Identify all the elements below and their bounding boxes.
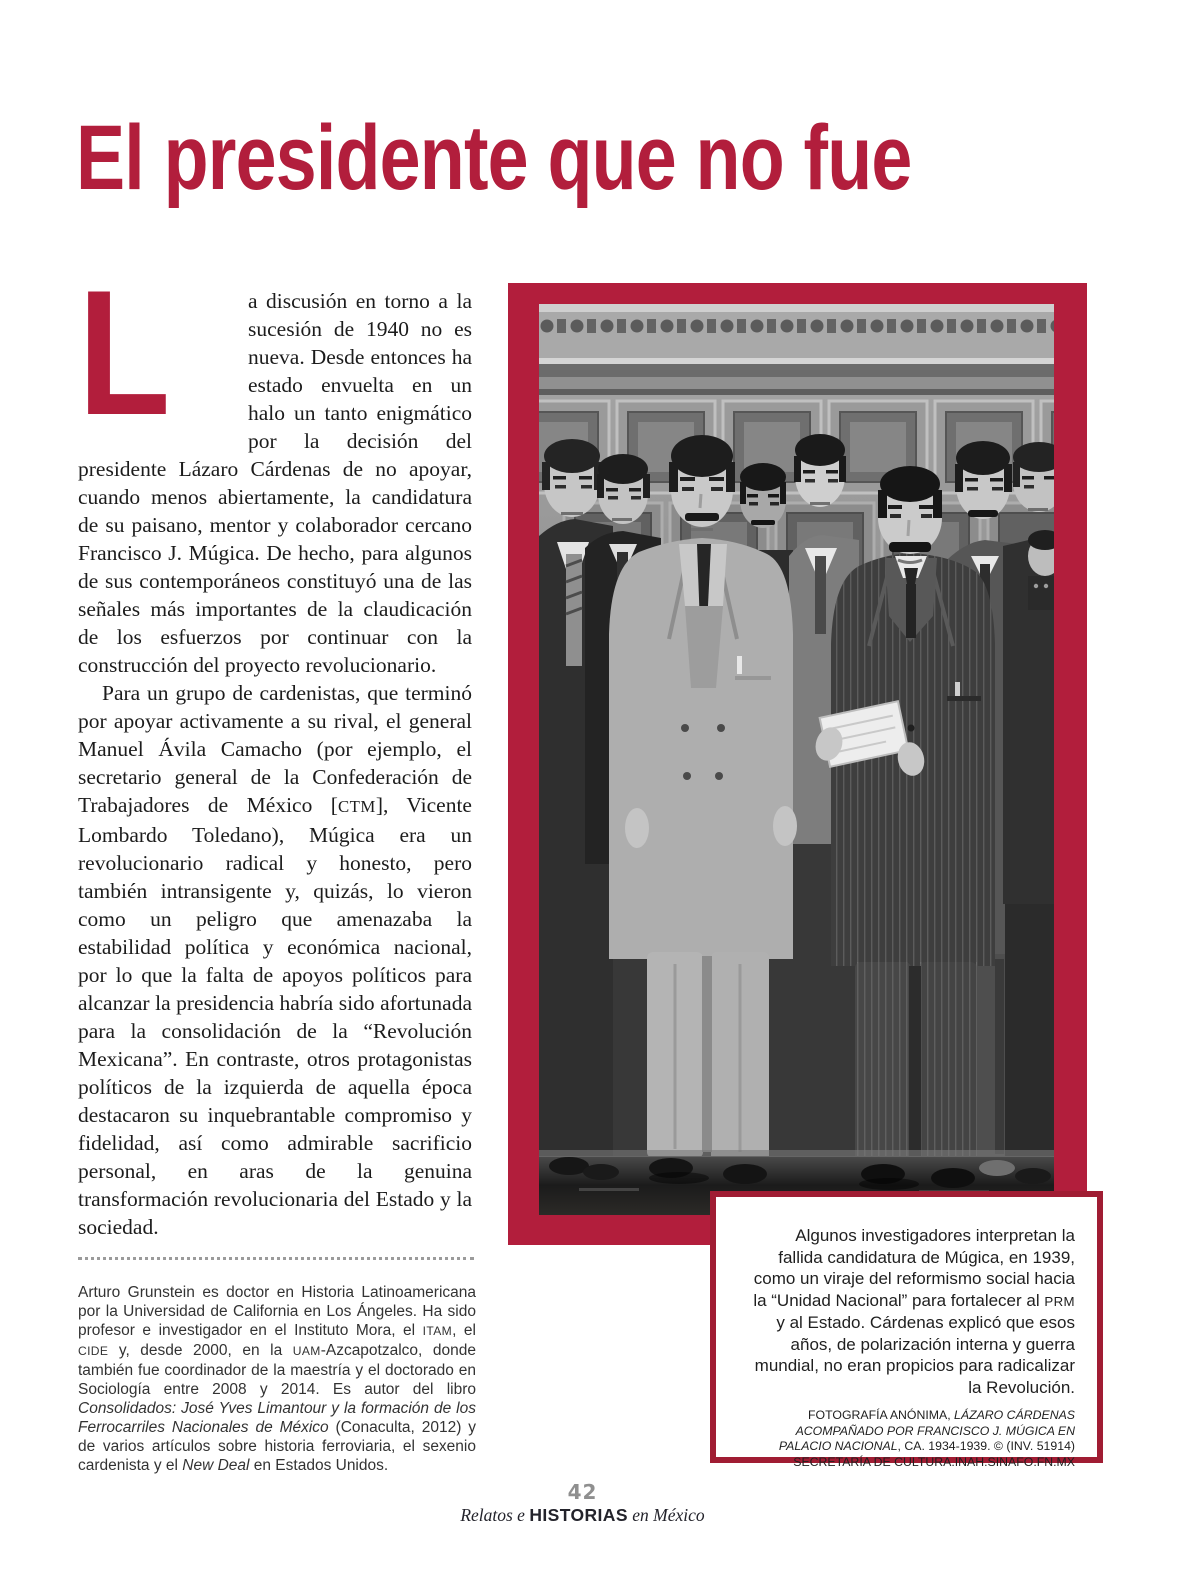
magazine-title: Relatos e HISTORIAS en México (460, 1505, 705, 1525)
figure-far-right-men (1003, 442, 1054, 1160)
photo-caption: Algunos investigadores interpretan la fallida candidatura de Múgica, en 1939, como un viraje del reformismo social hacia la “Unidad Nacional” para fortalecer al PRM y al Estado. Cárdenas explicó que esos años, de polarización interna y guerra mundial, no eran propicios para radicalizar la Revolución. (753, 1226, 1075, 1397)
article-paragraph-2 (78, 679, 472, 1241)
article-body (78, 253, 472, 1241)
carved-frieze (539, 304, 1054, 395)
photo-frame (508, 283, 1087, 1245)
paragraph-text: Para un grupo de cardenistas, que terminó por apoyar activamente a su rival, el general Manuel Ávila Camacho (por ejemplo, el secretario general de la Confederación de Trabajadores de México [CTM], Vicente Lombardo Toledano), Múgica era un revolucionario radical y honesto, pero también intransigente y, quizás, lo vieron como un peligro que amenazaba la estabilidad política y económica nacional, por lo que la falta de apoyos políticos para alcanzar la presidencia habría sido afortunada para la consolidación de la “Revolución Mexicana”. En contraste, otros protagonistas políticos de la izquierda de aquella época destacaron su inquebrantable compromiso y fidelidad, así como admirable sacrificio personal, en aras de la genuina transformación revolucionaria del Estado y la sociedad. (78, 681, 472, 1239)
caption-box (710, 1191, 1103, 1469)
dotted-separator (78, 1257, 474, 1260)
article-paragraph-1 (78, 253, 472, 679)
author-bio: Arturo Grunstein es doctor en Historia Latinoamericana por la Universidad de California en Los Ángeles. Ha sido profesor e investigador en el Instituto Mora, el ITAM, el CIDE y, desde 2000, en la UAM-Azcapotzalco, donde también fue coordinador de la maestría y el doctorado en Sociología entre 2008 y 2014. Es autor del libro Consolidados: José Yves Limantour y la formación de los Ferrocarriles Nacionales de México (Conaculta, 2012) y de varios artículos sobre historia ferroviaria, el sexenio cardenista y el New Deal en Estados Unidos. (78, 1284, 476, 1474)
paragraph-text: a discusión en torno a la sucesión de 1940 no es nueva. Desde entonces ha estado envuelta en un halo un tanto enigmático por la decisión del presidente Lázaro Cárdenas de no apoyar, cuando menos abiertamente, la candidatura de su paisano, mentor y colaborador cercano Francisco J. Múgica. De hecho, para algunos de sus contemporáneos constituyó una de las señales más importantes de la claudicación de los esfuerzos por continuar con la construcción del proyecto revolucionario. (78, 289, 472, 677)
page-footer (78, 1482, 1087, 1526)
page-title: El presidente que no fue (76, 107, 912, 209)
photo-credit: FOTOGRAFÍA ANÓNIMA, LÁZARO CÁRDENAS ACOMPAÑADO POR FRANCISCO J. MÚGICA EN PALACIO NACIONAL, CA. 1934-1939. © (INV. 51914) SECRETARÍA DE CULTURA.INAH.SINAFO.FN.MX (778, 1408, 1075, 1469)
photo-illustration (539, 304, 1054, 1215)
dropcap-letter: L (78, 253, 171, 452)
page-number: 42 (567, 1480, 598, 1504)
